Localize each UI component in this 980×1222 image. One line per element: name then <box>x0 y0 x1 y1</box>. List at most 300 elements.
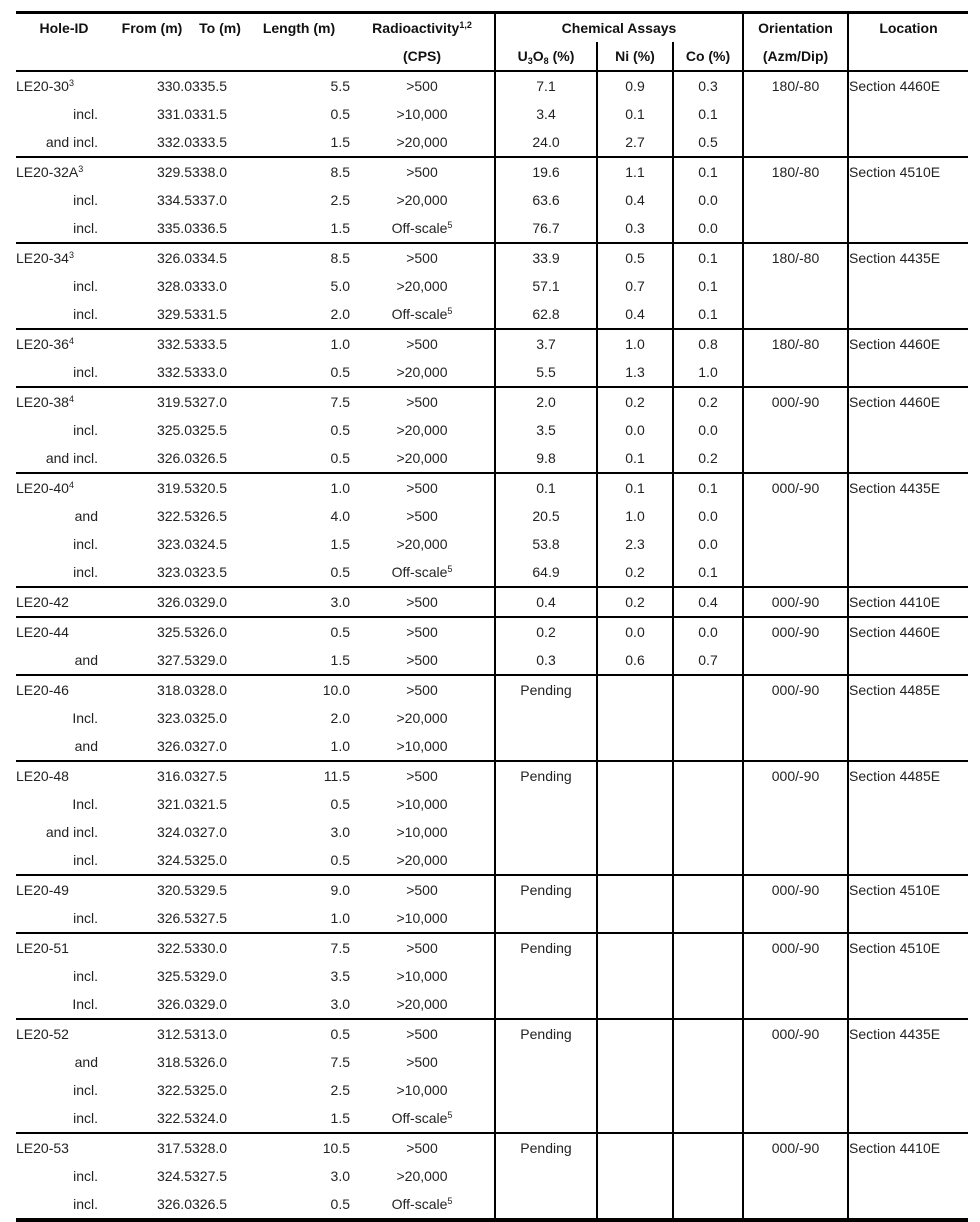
to-cell: 320.5 <box>192 480 228 496</box>
header-chemical-assays: Chemical Assays <box>495 13 743 43</box>
location-cell <box>848 818 968 846</box>
hole-id-text: incl. <box>73 220 98 236</box>
radioactivity-cell <box>350 1190 495 1220</box>
length-cell: 10.5 <box>322 1140 350 1156</box>
from-cell: 334.5 <box>156 192 192 208</box>
radioactivity-cell <box>350 704 495 732</box>
radioactivity-text: >500 <box>406 164 438 180</box>
radioactivity-text: Off-scale <box>391 1196 448 1212</box>
length-cell: 1.0 <box>330 480 350 496</box>
co-cell: 1.0 <box>673 358 743 387</box>
location-cell: Section 4410E <box>848 1133 968 1162</box>
length-cell: 0.5 <box>330 450 350 466</box>
table-row <box>16 300 968 329</box>
header-from: From (m) <box>112 13 192 43</box>
ni-cell: 2.7 <box>597 128 673 157</box>
hole-id-text: incl. <box>73 106 98 122</box>
from-cell: 325.5 <box>156 624 192 640</box>
hole-id-text: incl. <box>73 1196 98 1212</box>
location-cell: Section 4410E <box>848 587 968 617</box>
radioactivity-text: >10,000 <box>396 910 448 926</box>
radioactivity-cell <box>350 732 495 761</box>
radioactivity-text: >20,000 <box>396 536 448 552</box>
ni-cell <box>597 1162 673 1190</box>
from-cell: 329.5 <box>156 306 192 322</box>
hole-id-text: LE20-40 <box>16 480 69 496</box>
u3o8-cell <box>495 1162 597 1190</box>
hole-group <box>16 329 968 387</box>
from-cell: 322.5 <box>156 1082 192 1098</box>
ni-cell: 0.2 <box>597 587 673 617</box>
co-cell: 0.1 <box>673 300 743 329</box>
to-cell: 333.5 <box>192 134 228 150</box>
co-cell <box>673 962 743 990</box>
co-cell: 0.1 <box>673 157 743 186</box>
radioactivity-cell <box>350 444 495 473</box>
radioactivity-text: >500 <box>406 624 438 640</box>
to-cell: 324.0 <box>192 1110 228 1126</box>
to-cell: 326.0 <box>192 624 228 640</box>
to-cell: 325.0 <box>192 710 228 726</box>
hole-id-cell <box>16 617 112 646</box>
table-row <box>16 990 968 1019</box>
from-cell: 323.0 <box>156 710 192 726</box>
u3o8-cell <box>495 1048 597 1076</box>
from-cell: 326.0 <box>156 450 192 466</box>
radioactivity-text: Off-scale <box>391 564 448 580</box>
location-cell <box>848 444 968 473</box>
u3o8-cell: 5.5 <box>495 358 597 387</box>
from-cell: 318.5 <box>156 1054 192 1070</box>
orientation-cell <box>743 214 848 243</box>
hole-group <box>16 387 968 473</box>
table-row <box>16 416 968 444</box>
interval-qualifier <box>16 128 112 157</box>
interval-qualifier <box>16 300 112 329</box>
hole-id-text: LE20-32A <box>16 164 79 180</box>
interval-qualifier <box>16 818 112 846</box>
ni-cell <box>597 761 673 790</box>
radioactivity-text: >500 <box>406 882 438 898</box>
length-cell: 7.5 <box>330 1054 350 1070</box>
radioactivity-text: >500 <box>406 508 438 524</box>
co-cell: 0.1 <box>673 473 743 502</box>
interval-qualifier <box>16 1190 112 1220</box>
u3o8-cell: Pending <box>495 761 597 790</box>
u3o8-cell: 0.1 <box>495 473 597 502</box>
ni-cell <box>597 875 673 904</box>
radioactivity-text: >20,000 <box>396 852 448 868</box>
from-cell: 332.0 <box>156 134 192 150</box>
hole-id-text: and <box>74 652 98 668</box>
header-orientation-unit: (Azm/Dip) <box>743 42 848 71</box>
location-cell <box>848 558 968 587</box>
from-cell: 322.5 <box>156 940 192 956</box>
orientation-cell <box>743 186 848 214</box>
location-cell <box>848 646 968 675</box>
table-row <box>16 1048 968 1076</box>
location-cell <box>848 904 968 933</box>
footnote-marker: 5 <box>447 1196 453 1206</box>
orientation-cell: 000/-90 <box>743 1019 848 1048</box>
u3o8-cell: Pending <box>495 1019 597 1048</box>
ni-cell <box>597 732 673 761</box>
interval-qualifier <box>16 1048 112 1076</box>
radioactivity-cell <box>350 71 495 100</box>
ni-cell: 0.2 <box>597 558 673 587</box>
co-cell <box>673 1019 743 1048</box>
u3o8-cell: 57.1 <box>495 272 597 300</box>
orientation-cell: 180/-80 <box>743 243 848 272</box>
interval-qualifier <box>16 416 112 444</box>
hole-id-cell <box>16 933 112 962</box>
co-cell <box>673 875 743 904</box>
u3o8-cell: 3.4 <box>495 100 597 128</box>
orientation-cell: 180/-80 <box>743 71 848 100</box>
co-cell: 0.0 <box>673 186 743 214</box>
header-u3o8: $U_3O_8$ (%) <box>495 42 597 71</box>
table-row <box>16 473 968 502</box>
orientation-cell: 000/-90 <box>743 473 848 502</box>
orientation-cell: 180/-80 <box>743 329 848 358</box>
from-cell: 326.0 <box>156 250 192 266</box>
radioactivity-cell <box>350 100 495 128</box>
footnote-marker: 5 <box>447 306 453 316</box>
u3o8-cell: 63.6 <box>495 186 597 214</box>
to-cell: 327.0 <box>192 824 228 840</box>
length-cell: 0.5 <box>330 1196 350 1212</box>
co-cell <box>673 675 743 704</box>
table-row <box>16 617 968 646</box>
interval-qualifier <box>16 444 112 473</box>
u3o8-cell <box>495 1076 597 1104</box>
from-cell: 323.0 <box>156 564 192 580</box>
hole-id-text: LE20-44 <box>16 624 69 640</box>
table-row <box>16 358 968 387</box>
length-cell: 1.5 <box>330 134 350 150</box>
to-cell: 329.0 <box>192 652 228 668</box>
co-cell: 0.7 <box>673 646 743 675</box>
location-cell <box>848 530 968 558</box>
footnote-marker: 3 <box>78 164 84 174</box>
location-cell <box>848 502 968 530</box>
orientation-cell <box>743 358 848 387</box>
radioactivity-text: >500 <box>406 480 438 496</box>
footnote-marker: 4 <box>68 480 74 490</box>
table-row <box>16 1162 968 1190</box>
from-cell: 331.0 <box>156 106 192 122</box>
location-cell: Section 4435E <box>848 473 968 502</box>
to-cell: 329.0 <box>192 996 228 1012</box>
radioactivity-cell <box>350 214 495 243</box>
from-cell: 326.0 <box>156 996 192 1012</box>
orientation-cell <box>743 1104 848 1133</box>
hole-id-text: incl. <box>73 422 98 438</box>
location-cell: Section 4435E <box>848 1019 968 1048</box>
co-cell <box>673 1133 743 1162</box>
co-cell: 0.1 <box>673 243 743 272</box>
hole-group <box>16 675 968 761</box>
ni-cell: 0.0 <box>597 617 673 646</box>
interval-qualifier <box>16 1162 112 1190</box>
interval-qualifier <box>16 846 112 875</box>
co-cell: 0.4 <box>673 587 743 617</box>
radioactivity-text: >500 <box>406 940 438 956</box>
length-cell: 5.0 <box>330 278 350 294</box>
orientation-cell <box>743 1190 848 1220</box>
radioactivity-cell <box>350 1104 495 1133</box>
table-row <box>16 875 968 904</box>
hole-group <box>16 933 968 1019</box>
hole-group <box>16 1133 968 1220</box>
from-cell: 335.0 <box>156 220 192 236</box>
u3o8-cell: 0.3 <box>495 646 597 675</box>
u3o8-cell: Pending <box>495 875 597 904</box>
table-row <box>16 558 968 587</box>
radioactivity-text: >500 <box>406 1054 438 1070</box>
drill-results-table <box>16 11 968 1222</box>
radioactivity-text: >20,000 <box>396 710 448 726</box>
location-cell: Section 4510E <box>848 157 968 186</box>
to-cell: 335.5 <box>192 78 228 94</box>
location-cell <box>848 1076 968 1104</box>
location-cell <box>848 1162 968 1190</box>
radioactivity-cell <box>350 243 495 272</box>
ni-cell: 0.9 <box>597 71 673 100</box>
length-cell: 1.0 <box>330 738 350 754</box>
u3o8-cell: 64.9 <box>495 558 597 587</box>
footnote-marker: 5 <box>447 1110 453 1120</box>
table-row <box>16 100 968 128</box>
hole-group <box>16 875 968 933</box>
hole-id-cell <box>16 157 112 186</box>
u3o8-cell: 53.8 <box>495 530 597 558</box>
hole-id-text: incl. <box>73 1110 98 1126</box>
to-cell: 329.5 <box>192 882 228 898</box>
table-row <box>16 1104 968 1133</box>
location-cell: Section 4435E <box>848 243 968 272</box>
from-cell: 327.5 <box>156 652 192 668</box>
location-cell <box>848 186 968 214</box>
table-row <box>16 329 968 358</box>
hole-id-text: incl. <box>73 364 98 380</box>
table-row <box>16 186 968 214</box>
orientation-cell <box>743 990 848 1019</box>
co-cell: 0.1 <box>673 558 743 587</box>
from-cell: 322.5 <box>156 1110 192 1126</box>
to-cell: 327.5 <box>192 768 228 784</box>
u3o8-cell: 0.4 <box>495 587 597 617</box>
hole-id-text: Incl. <box>72 996 98 1012</box>
radioactivity-text: Off-scale <box>391 220 448 236</box>
interval-qualifier <box>16 530 112 558</box>
from-cell: 317.5 <box>156 1140 192 1156</box>
table-row <box>16 243 968 272</box>
hole-id-text: Incl. <box>72 796 98 812</box>
radioactivity-text: >10,000 <box>396 1082 448 1098</box>
hole-id-cell <box>16 761 112 790</box>
length-cell: 8.5 <box>330 250 350 266</box>
length-cell: 3.5 <box>330 968 350 984</box>
header-length: Length (m) <box>248 13 350 43</box>
ni-cell <box>597 704 673 732</box>
orientation-cell <box>743 416 848 444</box>
co-cell <box>673 1190 743 1220</box>
orientation-cell: 000/-90 <box>743 1133 848 1162</box>
ni-cell <box>597 1104 673 1133</box>
u3o8-cell: 3.5 <box>495 416 597 444</box>
radioactivity-cell <box>350 818 495 846</box>
location-cell: Section 4460E <box>848 387 968 416</box>
orientation-cell <box>743 502 848 530</box>
location-cell <box>848 704 968 732</box>
location-cell <box>848 272 968 300</box>
orientation-cell <box>743 300 848 329</box>
u3o8-cell: 0.2 <box>495 617 597 646</box>
hole-id-text: incl. <box>73 1082 98 1098</box>
co-cell <box>673 846 743 875</box>
u3o8-cell <box>495 732 597 761</box>
radioactivity-text: Off-scale <box>391 306 448 322</box>
header-to: To (m) <box>192 13 248 43</box>
location-cell: Section 4485E <box>848 675 968 704</box>
ni-cell: 0.5 <box>597 243 673 272</box>
from-cell: 319.5 <box>156 480 192 496</box>
from-cell: 316.0 <box>156 768 192 784</box>
hole-group <box>16 157 968 243</box>
length-cell: 1.5 <box>330 652 350 668</box>
ni-cell: 1.0 <box>597 329 673 358</box>
ni-cell <box>597 1190 673 1220</box>
from-cell: 319.5 <box>156 394 192 410</box>
location-cell <box>848 1190 968 1220</box>
co-cell: 0.0 <box>673 617 743 646</box>
u3o8-cell <box>495 846 597 875</box>
ni-cell <box>597 1048 673 1076</box>
hole-group <box>16 617 968 675</box>
orientation-cell <box>743 646 848 675</box>
u3o8-cell <box>495 704 597 732</box>
from-cell: 326.0 <box>156 1196 192 1212</box>
interval-qualifier <box>16 704 112 732</box>
footnote-marker: 3 <box>68 250 74 260</box>
table-row <box>16 128 968 157</box>
hole-id-cell <box>16 875 112 904</box>
interval-qualifier <box>16 904 112 933</box>
radioactivity-cell <box>350 962 495 990</box>
to-cell: 325.0 <box>192 852 228 868</box>
ni-cell: 1.3 <box>597 358 673 387</box>
u3o8-cell: 24.0 <box>495 128 597 157</box>
interval-qualifier <box>16 646 112 675</box>
co-cell <box>673 904 743 933</box>
orientation-cell: 000/-90 <box>743 761 848 790</box>
hole-id-text: LE20-53 <box>16 1140 69 1156</box>
table-row <box>16 387 968 416</box>
u3o8-cell: Pending <box>495 675 597 704</box>
ni-cell: 0.1 <box>597 473 673 502</box>
orientation-cell <box>743 846 848 875</box>
to-cell: 328.0 <box>192 1140 228 1156</box>
ni-cell: 0.1 <box>597 100 673 128</box>
length-cell: 1.0 <box>330 336 350 352</box>
co-cell <box>673 732 743 761</box>
radioactivity-cell <box>350 1162 495 1190</box>
ni-cell: 0.1 <box>597 444 673 473</box>
radioactivity-text: >20,000 <box>396 134 448 150</box>
u3o8-cell: 2.0 <box>495 387 597 416</box>
hole-id-text: and <box>74 1054 98 1070</box>
hole-id-text: incl. <box>73 306 98 322</box>
location-cell: Section 4510E <box>848 875 968 904</box>
length-cell: 2.5 <box>330 192 350 208</box>
to-cell: 328.0 <box>192 682 228 698</box>
radioactivity-text: >20,000 <box>396 364 448 380</box>
hole-id-cell <box>16 1019 112 1048</box>
from-cell: 324.5 <box>156 1168 192 1184</box>
table-row <box>16 502 968 530</box>
to-cell: 333.0 <box>192 278 228 294</box>
radioactivity-cell <box>350 530 495 558</box>
co-cell <box>673 1076 743 1104</box>
hole-id-text: and <box>74 508 98 524</box>
hole-id-text: LE20-30 <box>16 78 69 94</box>
orientation-cell <box>743 128 848 157</box>
radioactivity-cell <box>350 646 495 675</box>
co-cell <box>673 990 743 1019</box>
location-cell: Section 4510E <box>848 933 968 962</box>
interval-qualifier <box>16 790 112 818</box>
radioactivity-cell <box>350 329 495 358</box>
header-radioactivity-label: Radioactivity <box>372 20 460 36</box>
hole-group <box>16 1019 968 1133</box>
location-cell <box>848 214 968 243</box>
table-row <box>16 1019 968 1048</box>
radioactivity-cell <box>350 1048 495 1076</box>
orientation-cell: 180/-80 <box>743 157 848 186</box>
length-cell: 1.5 <box>330 536 350 552</box>
interval-qualifier <box>16 732 112 761</box>
u3o8-cell: 19.6 <box>495 157 597 186</box>
hole-id-text: incl. <box>73 910 98 926</box>
from-cell: 324.0 <box>156 824 192 840</box>
interval-qualifier <box>16 990 112 1019</box>
orientation-cell <box>743 1048 848 1076</box>
hole-id-text: incl. <box>73 536 98 552</box>
table-row <box>16 732 968 761</box>
radioactivity-text: >20,000 <box>396 450 448 466</box>
length-cell: 0.5 <box>330 422 350 438</box>
ni-cell <box>597 962 673 990</box>
table-row <box>16 818 968 846</box>
to-cell: 326.5 <box>192 508 228 524</box>
to-cell: 313.0 <box>192 1026 228 1042</box>
radioactivity-cell <box>350 990 495 1019</box>
hole-id-text: LE20-52 <box>16 1026 69 1042</box>
from-cell: 326.0 <box>156 594 192 610</box>
orientation-cell <box>743 704 848 732</box>
header-radioactivity <box>350 13 495 43</box>
radioactivity-text: >500 <box>406 768 438 784</box>
co-cell <box>673 1048 743 1076</box>
ni-cell <box>597 904 673 933</box>
radioactivity-text: >20,000 <box>396 278 448 294</box>
ni-cell <box>597 1133 673 1162</box>
radioactivity-text: >20,000 <box>396 192 448 208</box>
footnote-marker: 3 <box>68 78 74 88</box>
length-cell: 2.0 <box>330 306 350 322</box>
to-cell: 326.5 <box>192 1196 228 1212</box>
